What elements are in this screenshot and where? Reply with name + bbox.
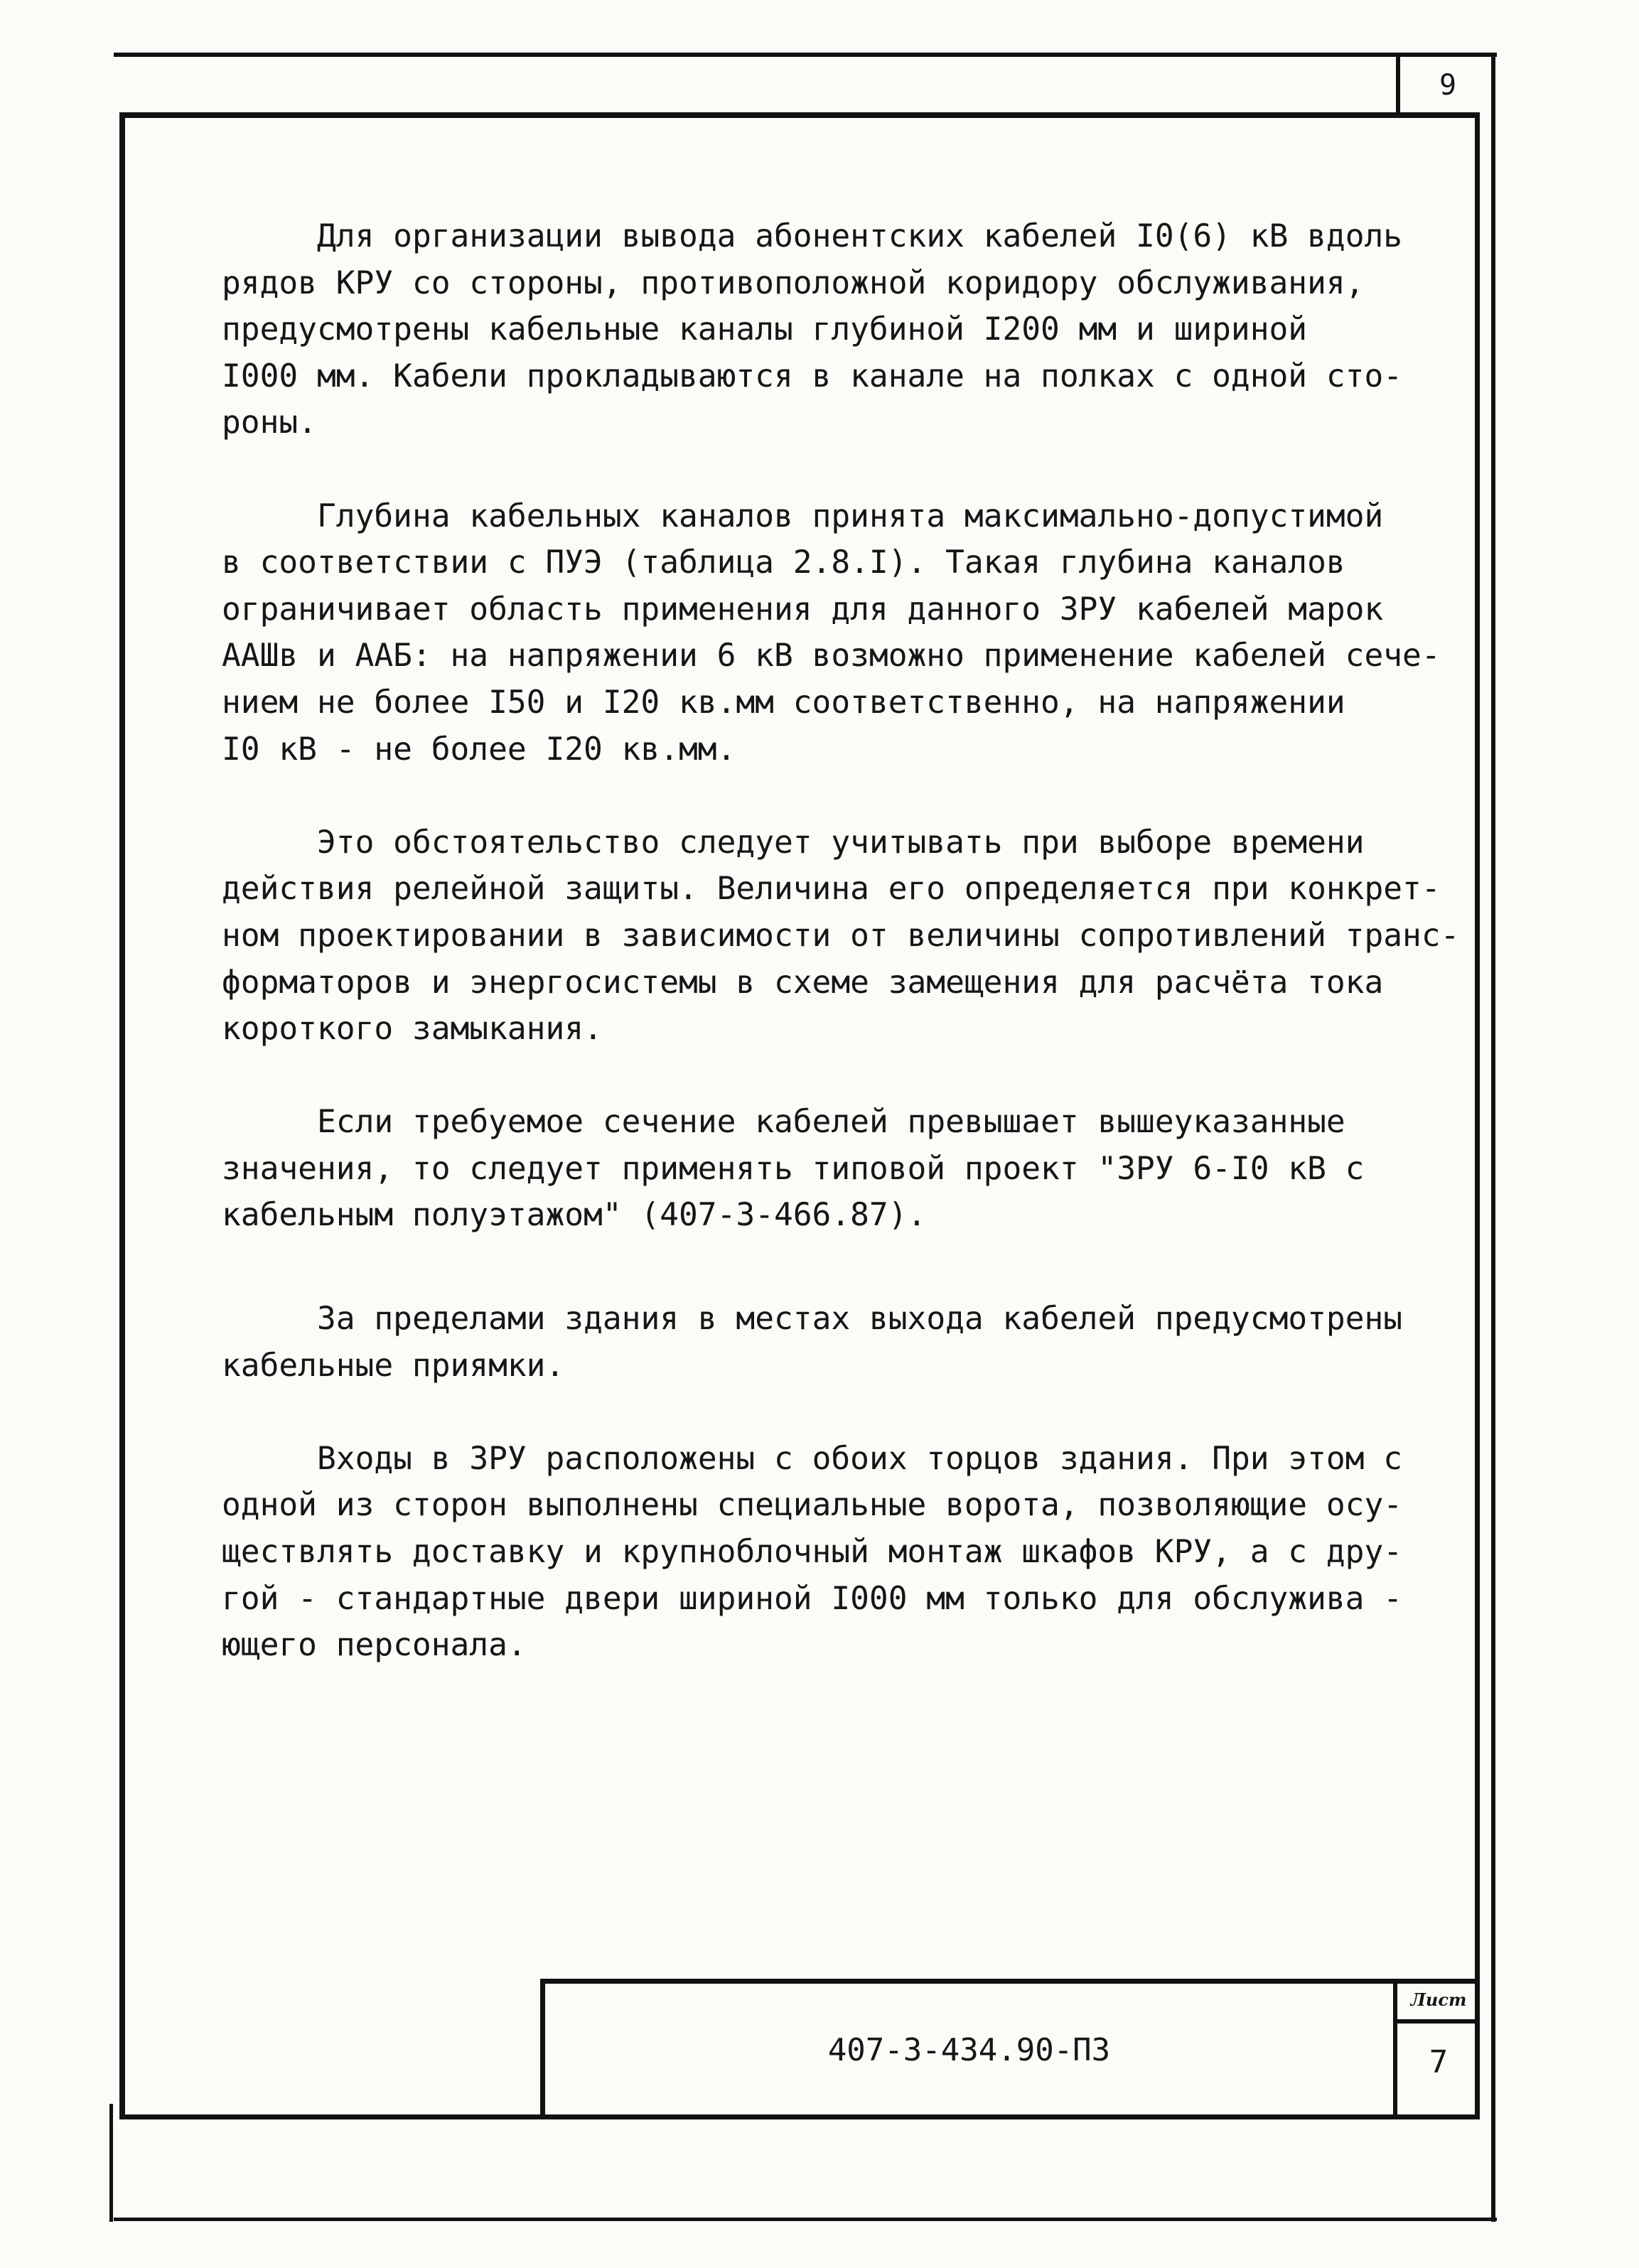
text-line: форматоров и энергосистемы в схеме замещения для расчёта тока [222,964,1384,1001]
paragraph-cable-pits [222,1296,1487,1389]
text-line: ном проектировании в зависимости от величины сопротивлений транс- [222,917,1460,954]
text-line: ществлять доставку и крупноблочный монтаж шкафов КРУ, а с дру- [222,1534,1403,1571]
text-line: рядов КРУ со стороны, противоположной коридору обслуживания, [222,264,1365,301]
text-line: Это обстоятельство следует учитывать при выборе времени [317,824,1365,861]
top-border-line [114,53,1497,57]
text-line: Входы в ЗРУ расположены с обоих торцов здания. При этом с [317,1440,1403,1477]
text-line: кабельные приямки. [222,1347,565,1384]
text-line: I000 мм. Кабели прокладываются в канале на полках с одной сто- [222,358,1403,394]
sheet-cell [1393,1984,1480,2119]
text-line: кабельным полуэтажом" (407-3-466.87). [222,1197,927,1234]
text-line: Если требуемое сечение кабелей превышает вышеуказанные [317,1104,1345,1141]
text-line: значения, то следует применять типовой проект "ЗРУ 6-I0 кВ с [222,1150,1365,1187]
paragraph-cable-channels [222,213,1487,446]
text-line: ААШв и ААБ: на напряжении 6 кВ возможно применение кабелей сече- [222,638,1441,675]
paragraph-entrances [222,1436,1487,1669]
text-line: роны. [222,404,317,441]
document-code: 407-3-434.90-ПЗ [827,2032,1111,2068]
paragraph-typical-project [222,1099,1487,1239]
sheet-number: 7 [1429,2044,1449,2080]
text-line: Для организации вывода абонентских кабелей I0(6) кВ вдоль [317,218,1403,254]
text-line: одной из сторон выполнены специальные ворота, позволяющие осу- [222,1487,1403,1524]
title-block [540,1979,1480,2119]
text-line: нием не более I50 и I20 кв.мм соответственно, на напряжении [222,684,1345,721]
text-line: ограничивает область применения для данного ЗРУ кабелей марок [222,591,1384,628]
bottom-border-line [114,2218,1497,2221]
page-number: 9 [1439,69,1457,102]
text-line: действия релейной защиты. Величина его определяется при конкрет- [222,871,1441,908]
paragraph-channel-depth [222,493,1487,773]
text-line: I0 кВ - не более I20 кв.мм. [222,731,736,768]
text-line: За пределами здания в местах выхода кабелей предусмотрены [317,1301,1403,1338]
text-line: ющего персонала. [222,1627,527,1664]
text-line: Глубина кабельных каналов принята максимально-допустимой [317,498,1384,534]
paragraph-relay-protection [222,819,1487,1053]
page-number-box [1396,54,1495,117]
right-border-line [1491,53,1495,2222]
text-line: короткого замыкания. [222,1011,603,1048]
text-line: предусмотрены кабельные каналы глубиной I200 мм и шириной [222,311,1308,348]
text-line: в соответствии с ПУЭ (таблица 2.8.I). Такая глубина каналов [222,544,1345,581]
document-body [222,213,1487,1715]
sheet-label: Лист [1397,1984,1480,2024]
left-border-line [109,2104,113,2222]
text-line: гой - стандартные двери шириной I000 мм только для обслужива - [222,1580,1403,1617]
